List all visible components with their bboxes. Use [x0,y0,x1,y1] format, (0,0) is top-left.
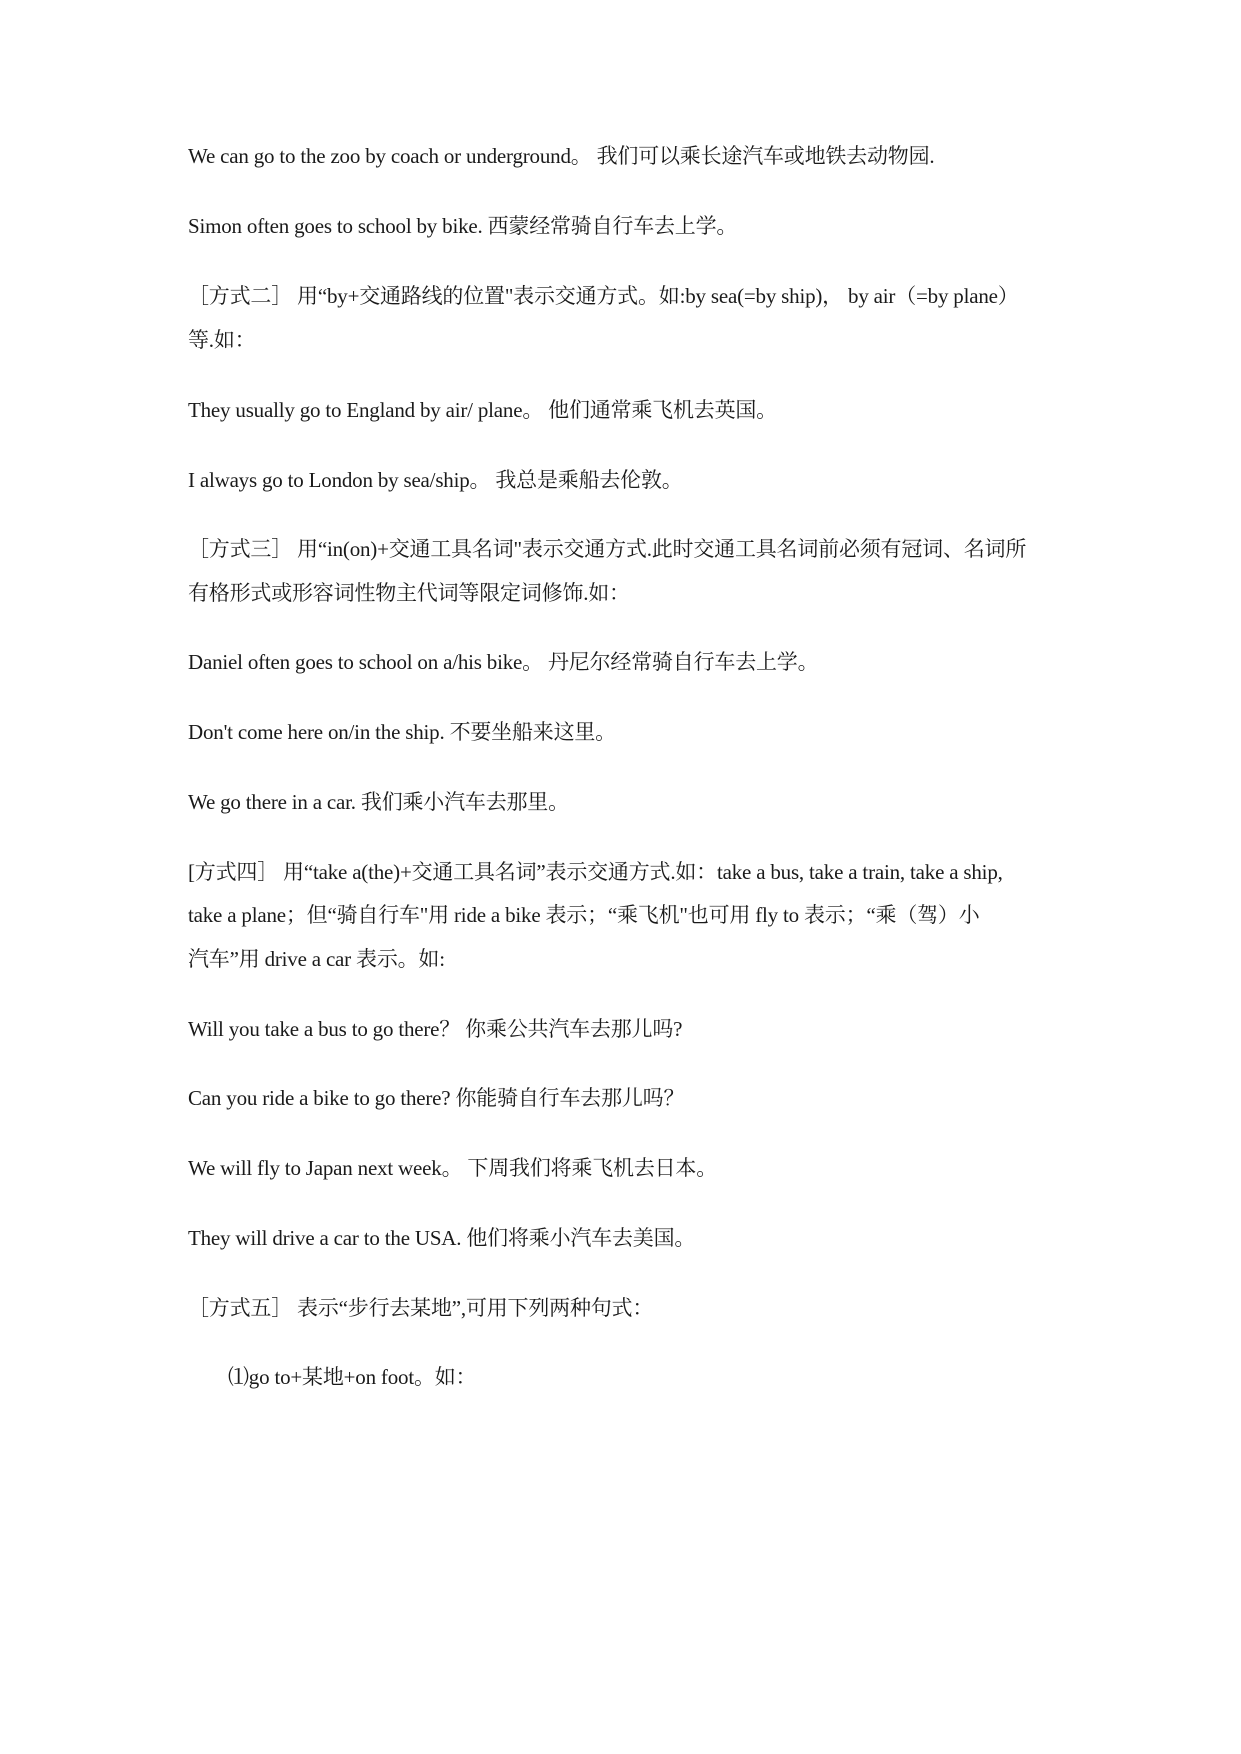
text-line: [方式四］ 用“take a(the)+交通工具名词”表示交通方式.如：take a bus, take a train, take a ship, [188,860,1003,884]
text-line: We can go to the zoo by coach or underground。 我们可以乘长途汽车或地铁去动物园. [188,144,935,168]
text-line: They will drive a car to the USA. 他们将乘小汽车去美国。 [188,1226,696,1250]
text-line: take a plane；但“骑自行车"用 ride a bike 表示；“乘飞机"也可用 fly to 表示；“乘（驾）小 [188,903,980,927]
text-line: We will fly to Japan next week。 下周我们将乘飞机去日本。 [188,1156,718,1180]
text-line: ⑴go to+某地+on foot。如： [228,1365,477,1389]
text-line: Will you take a bus to go there？ 你乘公共汽车去那儿吗? [188,1017,683,1041]
text-line: 等.如： [188,328,256,352]
text-line: 汽车”用 drive a car 表示。如: [188,947,445,971]
text-line: ［方式二］ 用“by+交通路线的位置"表示交通方式。如:by sea(=by ship)， by air（=by plane） [188,284,1019,308]
text-line: We go there in a car. 我们乘小汽车去那里。 [188,790,569,814]
text-line: Don't come here on/in the ship. 不要坐船来这里。 [188,720,616,744]
text-line: ［方式三］ 用“in(on)+交通工具名词"表示交通方式.此时交通工具名词前必须有冠词、名词所 [188,537,1027,561]
text-line: They usually go to England by air/ plane。 他们通常乘飞机去英国。 [188,398,777,422]
text-line: Daniel often goes to school on a/his bike。 丹尼尔经常骑自行车去上学。 [188,650,819,674]
text-line: 有格形式或形容词性物主代词等限定词修饰.如： [188,581,630,605]
text-line: I always go to London by sea/ship。 我总是乘船去伦敦。 [188,468,683,492]
text-line: Can you ride a bike to go there? 你能骑自行车去那儿吗？ [188,1086,685,1110]
text-line: Simon often goes to school by bike. 西蒙经常骑自行车去上学。 [188,214,738,238]
text-line: ［方式五］ 表示“步行去某地”,可用下列两种句式： [188,1296,654,1320]
